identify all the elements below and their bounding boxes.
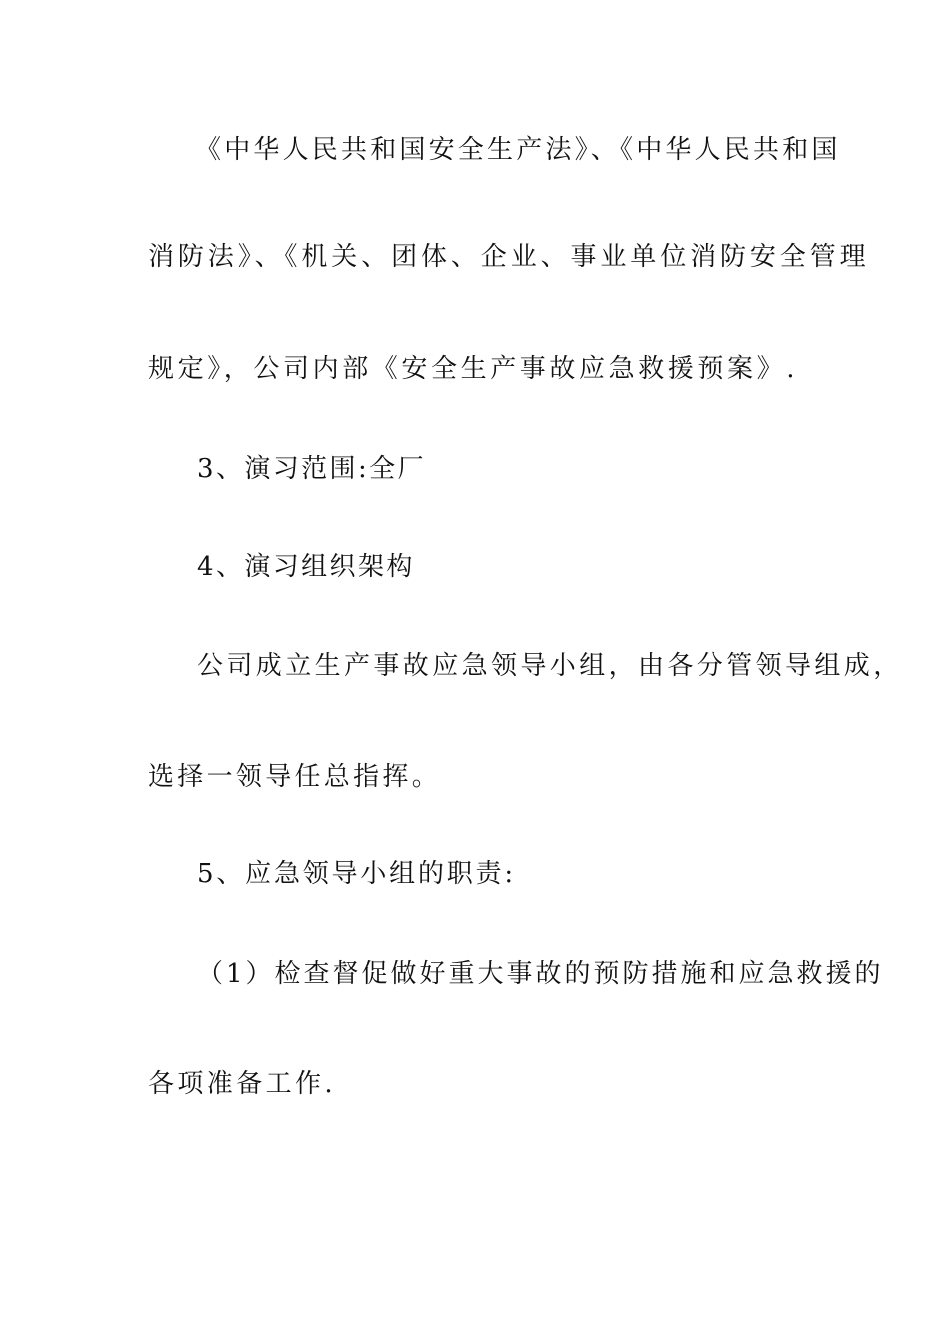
paragraph-line: 规定》，公司内部《安全生产事故应急救援预案》.: [148, 354, 799, 384]
section-heading-scope: 3、演习范围:全厂: [197, 454, 426, 484]
paragraph-line: 《中华人民共和国安全生产法》、《中华人民共和国: [195, 135, 841, 165]
paragraph-line: 选择一领导任总指挥。: [148, 762, 442, 792]
section-heading-organization: 4、演习组织架构: [197, 552, 415, 582]
list-item-line: 各项准备工作.: [148, 1069, 337, 1099]
paragraph-line: 消防法》、《机关、团体、企业、事业单位消防安全管理: [148, 242, 870, 272]
list-item-line: （1）检查督促做好重大事故的预防措施和应急救援的: [197, 959, 884, 989]
section-heading-responsibilities: 5、应急领导小组的职责:: [197, 859, 516, 889]
paragraph-line: 公司成立生产事故应急领导小组，由各分管领导组成，: [197, 651, 903, 681]
